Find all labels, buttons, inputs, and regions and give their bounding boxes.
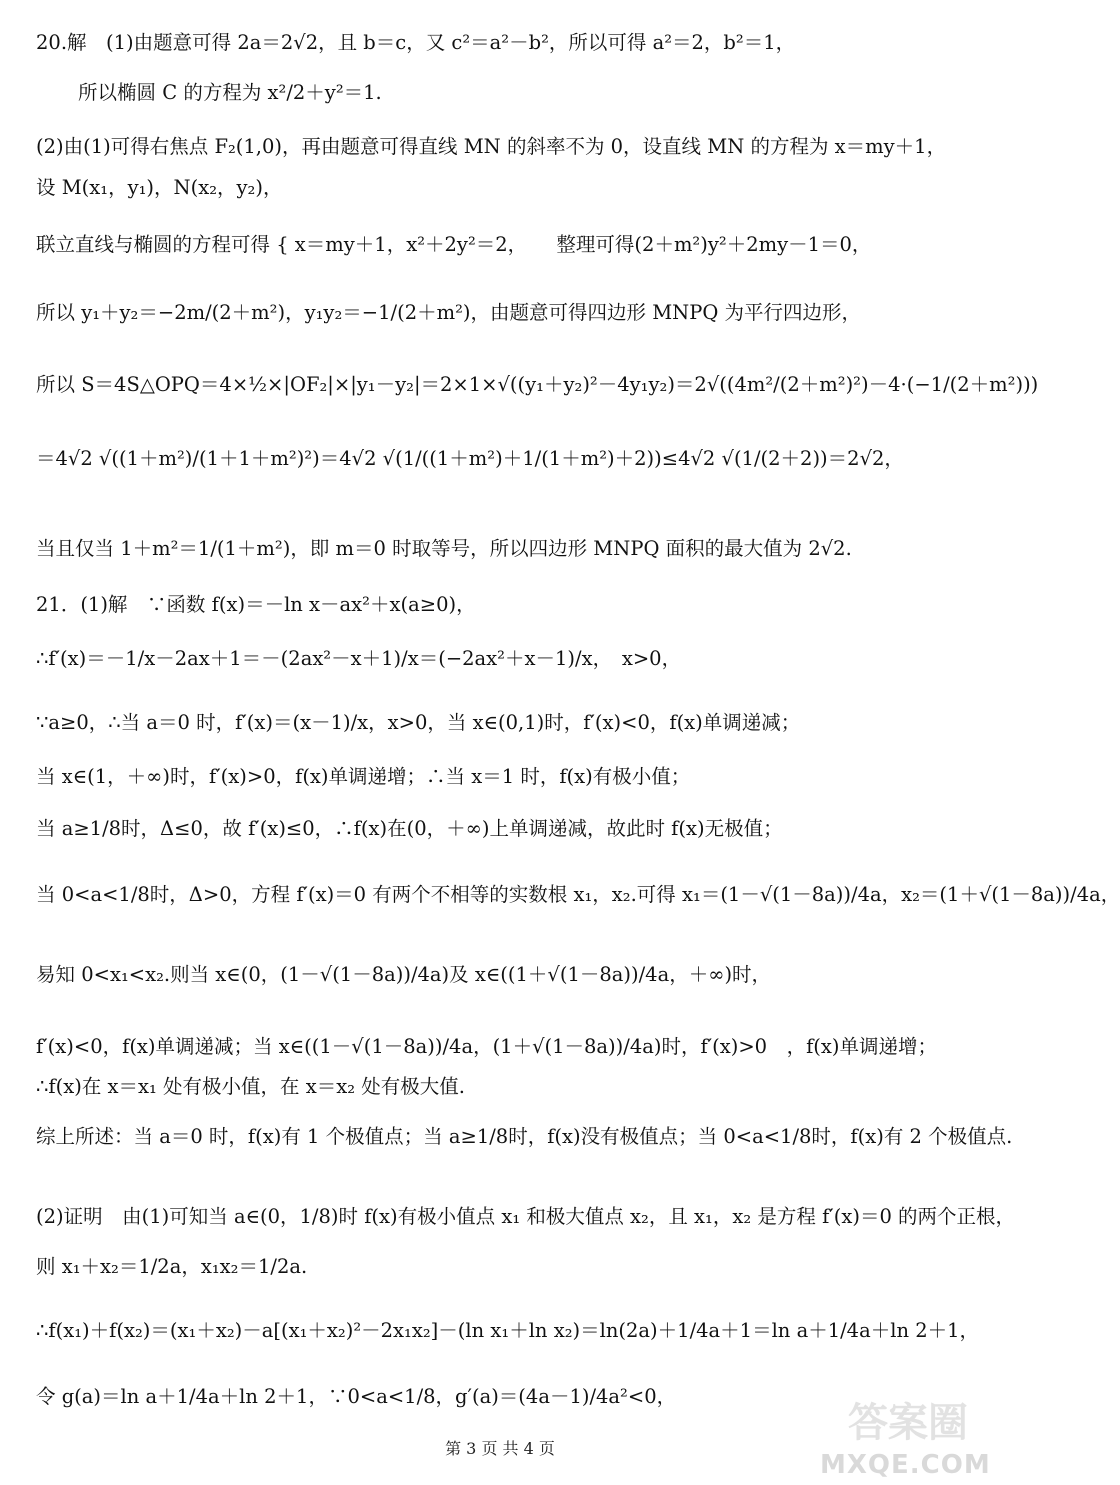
text-line: ∴f(x)在 x＝x₁ 处有极小值，在 x＝x₂ 处有极大值.	[36, 1075, 465, 1098]
text-line: 易知 0<x₁<x₂.则当 x∈(0，(1－√(1－8a))/4a)及 x∈((1＋√(1－8a))/4a，＋∞)时，	[36, 963, 772, 986]
text-line: 21．(1)解 ∵函数 f(x)＝－ln x－ax²＋x(a≥0)，	[36, 593, 476, 616]
watermark	[820, 1400, 990, 1480]
text-line: (2)证明 由(1)可知当 a∈(0，1/8)时 f(x)有极小值点 x₁ 和极大值点 x₂，且 x₁，x₂ 是方程 f′(x)＝0 的两个正根，	[36, 1205, 1016, 1228]
text-line: (2)由(1)可得右焦点 F₂(1,0)，再由题意可得直线 MN 的斜率不为 0，设直线 MN 的方程为 x＝my＋1，	[36, 135, 947, 158]
text-line: 所以椭圆 C 的方程为 x²/2＋y²＝1.	[78, 81, 382, 104]
text-line: 20.解 (1)由题意可得 2a＝2√2，且 b＝c，又 c²＝a²－b²，所以可得 a²＝2，b²＝1，	[36, 31, 796, 54]
text-line: 综上所述：当 a＝0 时，f(x)有 1 个极值点；当 a≥1/8时，f(x)没有极值点；当 0<a<1/8时，f(x)有 2 个极值点.	[36, 1125, 1013, 1148]
watermark-logo: 答案圈	[848, 1400, 968, 1446]
page-footer: 第 3 页 共 4 页	[445, 1439, 555, 1458]
text-line: 联立直线与椭圆的方程可得 { x＝my＋1，x²＋2y²＝2， 整理可得(2＋m²)y²＋2my－1＝0，	[36, 233, 872, 256]
text-line: 设 M(x₁，y₁)，N(x₂，y₂)，	[36, 176, 283, 199]
text-line: 当且仅当 1＋m²＝1/(1＋m²)，即 m＝0 时取等号，所以四边形 MNPQ 面积的最大值为 2√2.	[36, 537, 852, 560]
text-line: 当 0<a<1/8时，Δ>0，方程 f′(x)＝0 有两个不相等的实数根 x₁，x₂.可得 x₁＝(1－√(1－8a))/4a，x₂＝(1＋√(1－8a))/4a，	[36, 883, 1120, 906]
text-line: 当 x∈(1，＋∞)时，f′(x)>0，f(x)单调递增；∴当 x＝1 时，f(x)有极小值；	[36, 765, 691, 788]
text-line: ∴f′(x)＝－1/x－2ax＋1＝－(2ax²－x＋1)/x＝(−2ax²＋x－1)/x， x>0，	[36, 647, 682, 670]
text-line: ∴f(x₁)＋f(x₂)＝(x₁＋x₂)－a[(x₁＋x₂)²－2x₁x₂]－(ln x₁＋ln x₂)＝ln(2a)＋1/4a＋1＝ln a＋1/4a＋ln 2＋1，	[36, 1319, 980, 1342]
text-line: 令 g(a)＝ln a＋1/4a＋ln 2＋1，∵0<a<1/8，g′(a)＝(4a－1)/4a²<0，	[36, 1385, 677, 1408]
text-line: ＝4√2 √((1＋m²)/(1＋1＋m²)²)＝4√2 √(1/((1＋m²)＋1/(1＋m²)＋2))≤4√2 √(1/(2＋2))＝2√2，	[36, 447, 904, 470]
text-line: ∵a≥0，∴当 a＝0 时，f′(x)＝(x－1)/x，x>0，当 x∈(0,1)时，f′(x)<0，f(x)单调递减；	[36, 711, 801, 734]
text-line: 所以 y₁＋y₂＝−2m/(2＋m²)，y₁y₂＝−1/(2＋m²)，由题意可得四边形 MNPQ 为平行四边形，	[36, 301, 862, 324]
text-line: 当 a≥1/8时，Δ≤0，故 f′(x)≤0，∴f(x)在(0，＋∞)上单调递减，故此时 f(x)无极值；	[36, 817, 783, 840]
text-line: f′(x)<0，f(x)单调递减；当 x∈((1－√(1－8a))/4a，(1＋√(1－8a))/4a)时，f′(x)>0 ，f(x)单调递增；	[36, 1035, 938, 1058]
watermark-site: MXQE.COM	[820, 1450, 991, 1480]
text-line: 所以 S＝4S△OPQ＝4×½×|OF₂|×|y₁－y₂|＝2×1×√((y₁＋y₂)²－4y₁y₂)＝2√((4m²/(2＋m²)²)－4·(−1/(2＋m²)))	[36, 373, 1039, 396]
text-line: 则 x₁＋x₂＝1/2a，x₁x₂＝1/2a.	[36, 1255, 308, 1278]
